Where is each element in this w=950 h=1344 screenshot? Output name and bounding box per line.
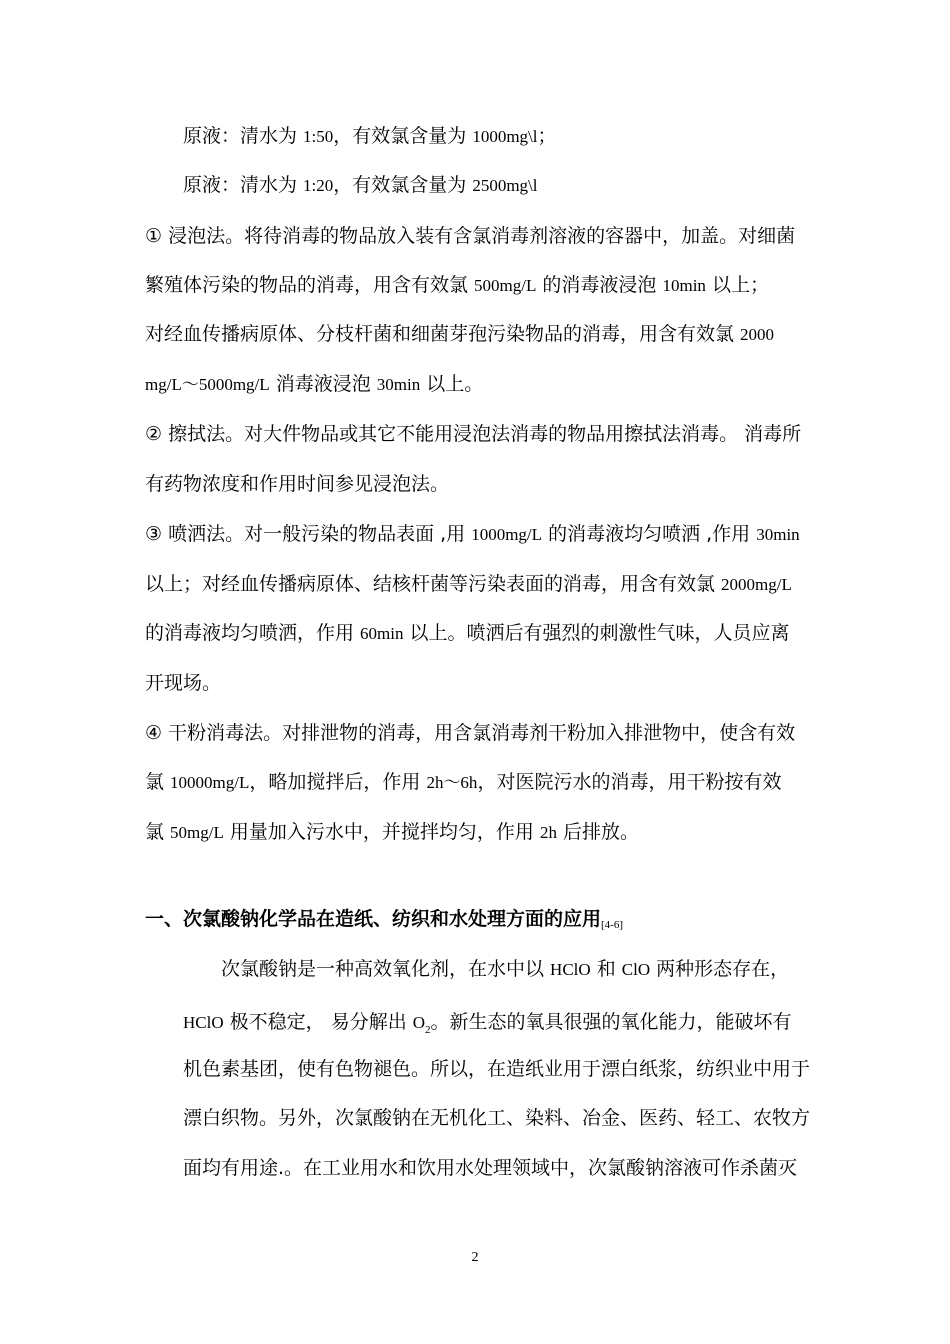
text-segment: ③ 喷洒法。对一般污染的物品表面 ,用 xyxy=(145,523,472,545)
text-segment: 2000mg/L xyxy=(721,575,792,594)
text-line xyxy=(221,957,789,982)
text-segment: 开现场。 xyxy=(145,672,222,694)
text-segment: ； xyxy=(537,125,557,147)
text-segment: 10000mg/L xyxy=(170,773,250,792)
text-segment: 极不稳定， 易分解出 xyxy=(223,1011,413,1033)
text-segment: 1000mg\l xyxy=(472,127,538,146)
text-segment: 两种形态存在， xyxy=(650,958,790,980)
text-segment: 60min xyxy=(360,624,404,643)
text-segment: 的消毒液浸泡 xyxy=(536,274,663,296)
text-segment: 的消毒液均匀喷洒，作用 xyxy=(145,622,361,644)
text-line xyxy=(145,273,769,298)
text-segment: 以上。 xyxy=(420,373,484,395)
text-segment: 50mg/L xyxy=(170,823,224,842)
text-line xyxy=(145,422,801,446)
text-line xyxy=(145,322,774,347)
text-segment: 30min xyxy=(756,525,800,544)
text-segment: ② 擦拭法。对大件物品或其它不能用浸泡法消毒的物品用擦拭法消毒。 消毒所 xyxy=(145,423,802,445)
text-segment: 1:50 xyxy=(303,127,334,146)
text-segment: HClO xyxy=(183,1013,224,1032)
text-segment: HClO xyxy=(550,960,591,979)
text-segment: 面均有用途.。在工业用水和饮用水处理领域中，次氯酸钠溶液可作杀菌灭 xyxy=(183,1157,798,1179)
text-segment: 后排放。 xyxy=(556,821,640,843)
text-segment: 2500mg\l xyxy=(472,176,538,195)
text-segment: 以上； xyxy=(705,274,769,296)
text-segment: ，有效氯含量为 xyxy=(333,125,473,147)
text-line xyxy=(145,372,483,397)
text-segment: 30min xyxy=(376,375,421,394)
text-segment: 机色素基团，使有色物褪色。所以，在造纸业用于漂白纸浆，纺织业中用于 xyxy=(183,1058,811,1080)
text-segment: 氯 xyxy=(145,821,171,843)
subscript: 2 xyxy=(425,1023,431,1036)
text-segment: 2000 xyxy=(740,325,775,344)
text-segment: 用量加入污水中，并搅拌均匀，作用 xyxy=(223,821,540,843)
text-segment: 10min xyxy=(662,276,706,295)
text-segment: 的消毒液均匀喷洒 ,作用 xyxy=(542,523,757,545)
text-line xyxy=(183,173,538,198)
text-segment: 1000mg/L xyxy=(471,525,543,544)
text-line xyxy=(145,820,639,845)
text-segment: 漂白织物。另外，次氯酸钠在无机化工、染料、冶金、医药、轻工、农牧方 xyxy=(183,1107,811,1129)
text-segment: ，有效氯含量为 xyxy=(333,174,473,196)
text-line xyxy=(145,621,790,646)
text-line xyxy=(145,224,795,248)
text-segment: 次氯酸钠是一种高效氧化剂，在水中以 xyxy=(221,958,551,980)
text-segment: ① 浸泡法。将待消毒的物品放入装有含氯消毒剂溶液的容器中，加盖。对细菌 xyxy=(145,225,796,247)
text-line xyxy=(183,124,557,149)
text-line xyxy=(145,671,221,695)
text-line xyxy=(145,472,449,496)
text-segment: ，略加搅拌后，作用 xyxy=(249,771,427,793)
text-segment: 500mg/L xyxy=(474,276,537,295)
text-segment: ④ 干粉消毒法。对排泄物的消毒，用含氯消毒剂干粉加入排泄物中，使含有效 xyxy=(145,722,796,744)
text-segment: 1:20 xyxy=(303,176,334,195)
text-segment: ClO xyxy=(621,960,651,979)
text-segment: 以上；对经血传播病原体、结核杆菌等污染表面的消毒，用含有效氯 xyxy=(145,573,722,595)
text-line xyxy=(183,1057,810,1081)
text-segment: 。新生态的氧具很强的氧化能力，能破坏有 xyxy=(430,1011,792,1033)
text-line xyxy=(145,522,800,547)
page-number: 2 xyxy=(471,1250,479,1265)
section-heading xyxy=(145,907,623,937)
text-line xyxy=(183,1106,810,1130)
text-segment: O xyxy=(412,1013,426,1032)
text-segment: 原液：清水为 xyxy=(183,125,304,147)
section-heading-text: 一、次氯酸钠化学品在造纸、纺织和水处理方面的应用 xyxy=(145,908,602,930)
text-line xyxy=(145,770,781,795)
citation-ref: [4-6] xyxy=(601,919,624,931)
text-segment: 2h～6h xyxy=(426,773,478,792)
text-segment: ，对医院污水的消毒，用干粉按有效 xyxy=(477,771,782,793)
text-segment: 和 xyxy=(590,958,622,980)
text-line xyxy=(183,1156,797,1180)
text-line xyxy=(145,572,792,597)
text-segment: 对经血传播病原体、分枝杆菌和细菌芽孢污染物品的消毒，用含有效氯 xyxy=(145,323,741,345)
text-segment: 繁殖体污染的物品的消毒，用含有效氯 xyxy=(145,274,475,296)
text-line xyxy=(183,1010,792,1042)
text-segment: 以上。喷洒后有强烈的刺激性气味，人员应离 xyxy=(403,622,790,644)
text-segment: 2h xyxy=(539,823,557,842)
text-segment: 消毒液浸泡 xyxy=(269,373,377,395)
text-segment: 原液：清水为 xyxy=(183,174,304,196)
text-segment: mg/L～5000mg/L xyxy=(145,375,270,394)
text-segment: 氯 xyxy=(145,771,171,793)
text-line xyxy=(145,721,795,745)
text-segment: 有药物浓度和作用时间参见浸泡法。 xyxy=(145,473,450,495)
